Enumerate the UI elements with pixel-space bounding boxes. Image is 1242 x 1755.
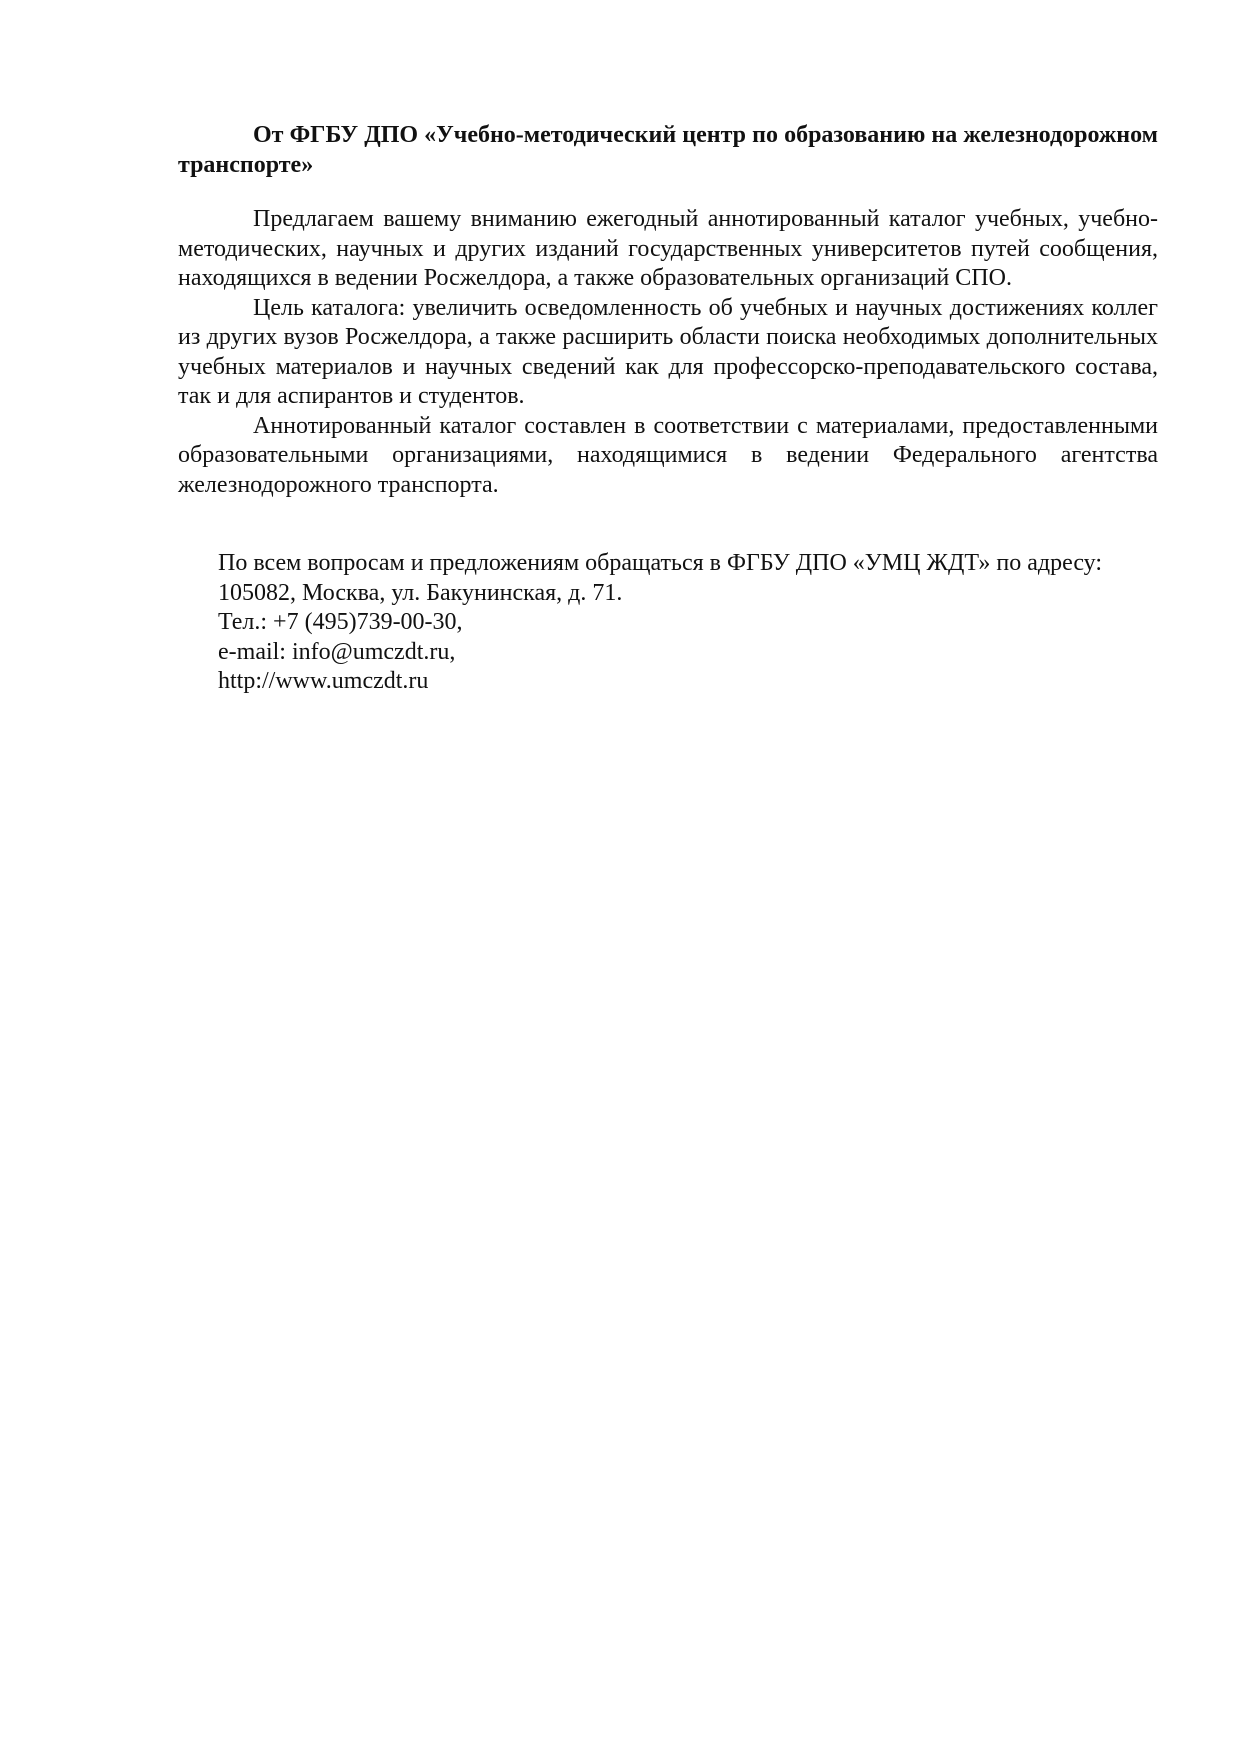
contacts-address: 105082, Москва, ул. Бакунинская, д. 71. xyxy=(218,579,623,606)
contacts-phone: Тел.: +7 (495)739-00-30, xyxy=(218,609,463,635)
paragraph-goal: Цель каталога: увеличить осведомленность об учебных и научных достижениях коллег из других вузов Росжелдора, а также расширить области поиска необходимых дополнительных учебных материалов и научных сведений как для профессорско-преподавательского состава, так и для аспирантов и студентов. xyxy=(178,294,1158,409)
document-heading: От ФГБУ ДПО «Учебно-методический центр по образованию на железнодорожном транспорте» xyxy=(178,122,1158,178)
contacts-email: e-mail: info@umczdt.ru, xyxy=(218,638,456,665)
contacts-block xyxy=(218,549,1198,697)
document-body xyxy=(178,205,1158,500)
paragraph-sources: Аннотированный каталог составлен в соответствии с материалами, предоставленными образовательными организациями, находящимися в ведении Федерального агентства железнодорожного транспорта. xyxy=(178,412,1158,498)
contacts-website-line xyxy=(218,667,1198,697)
contacts-intro: По всем вопросам и предложениям обращаться в ФГБУ ДПО «УМЦ ЖДТ» по адресу: xyxy=(218,550,1103,576)
website-link[interactable]: http://www.umczdt.ru xyxy=(218,668,429,694)
paragraph-intro: Предлагаем вашему вниманию ежегодный аннотированный каталог учебных, учебно-методических, научных и других изданий государственных университетов путей сообщения, находящихся в ведении Росжелдора, а также образовательных организаций СПО. xyxy=(178,206,1158,291)
